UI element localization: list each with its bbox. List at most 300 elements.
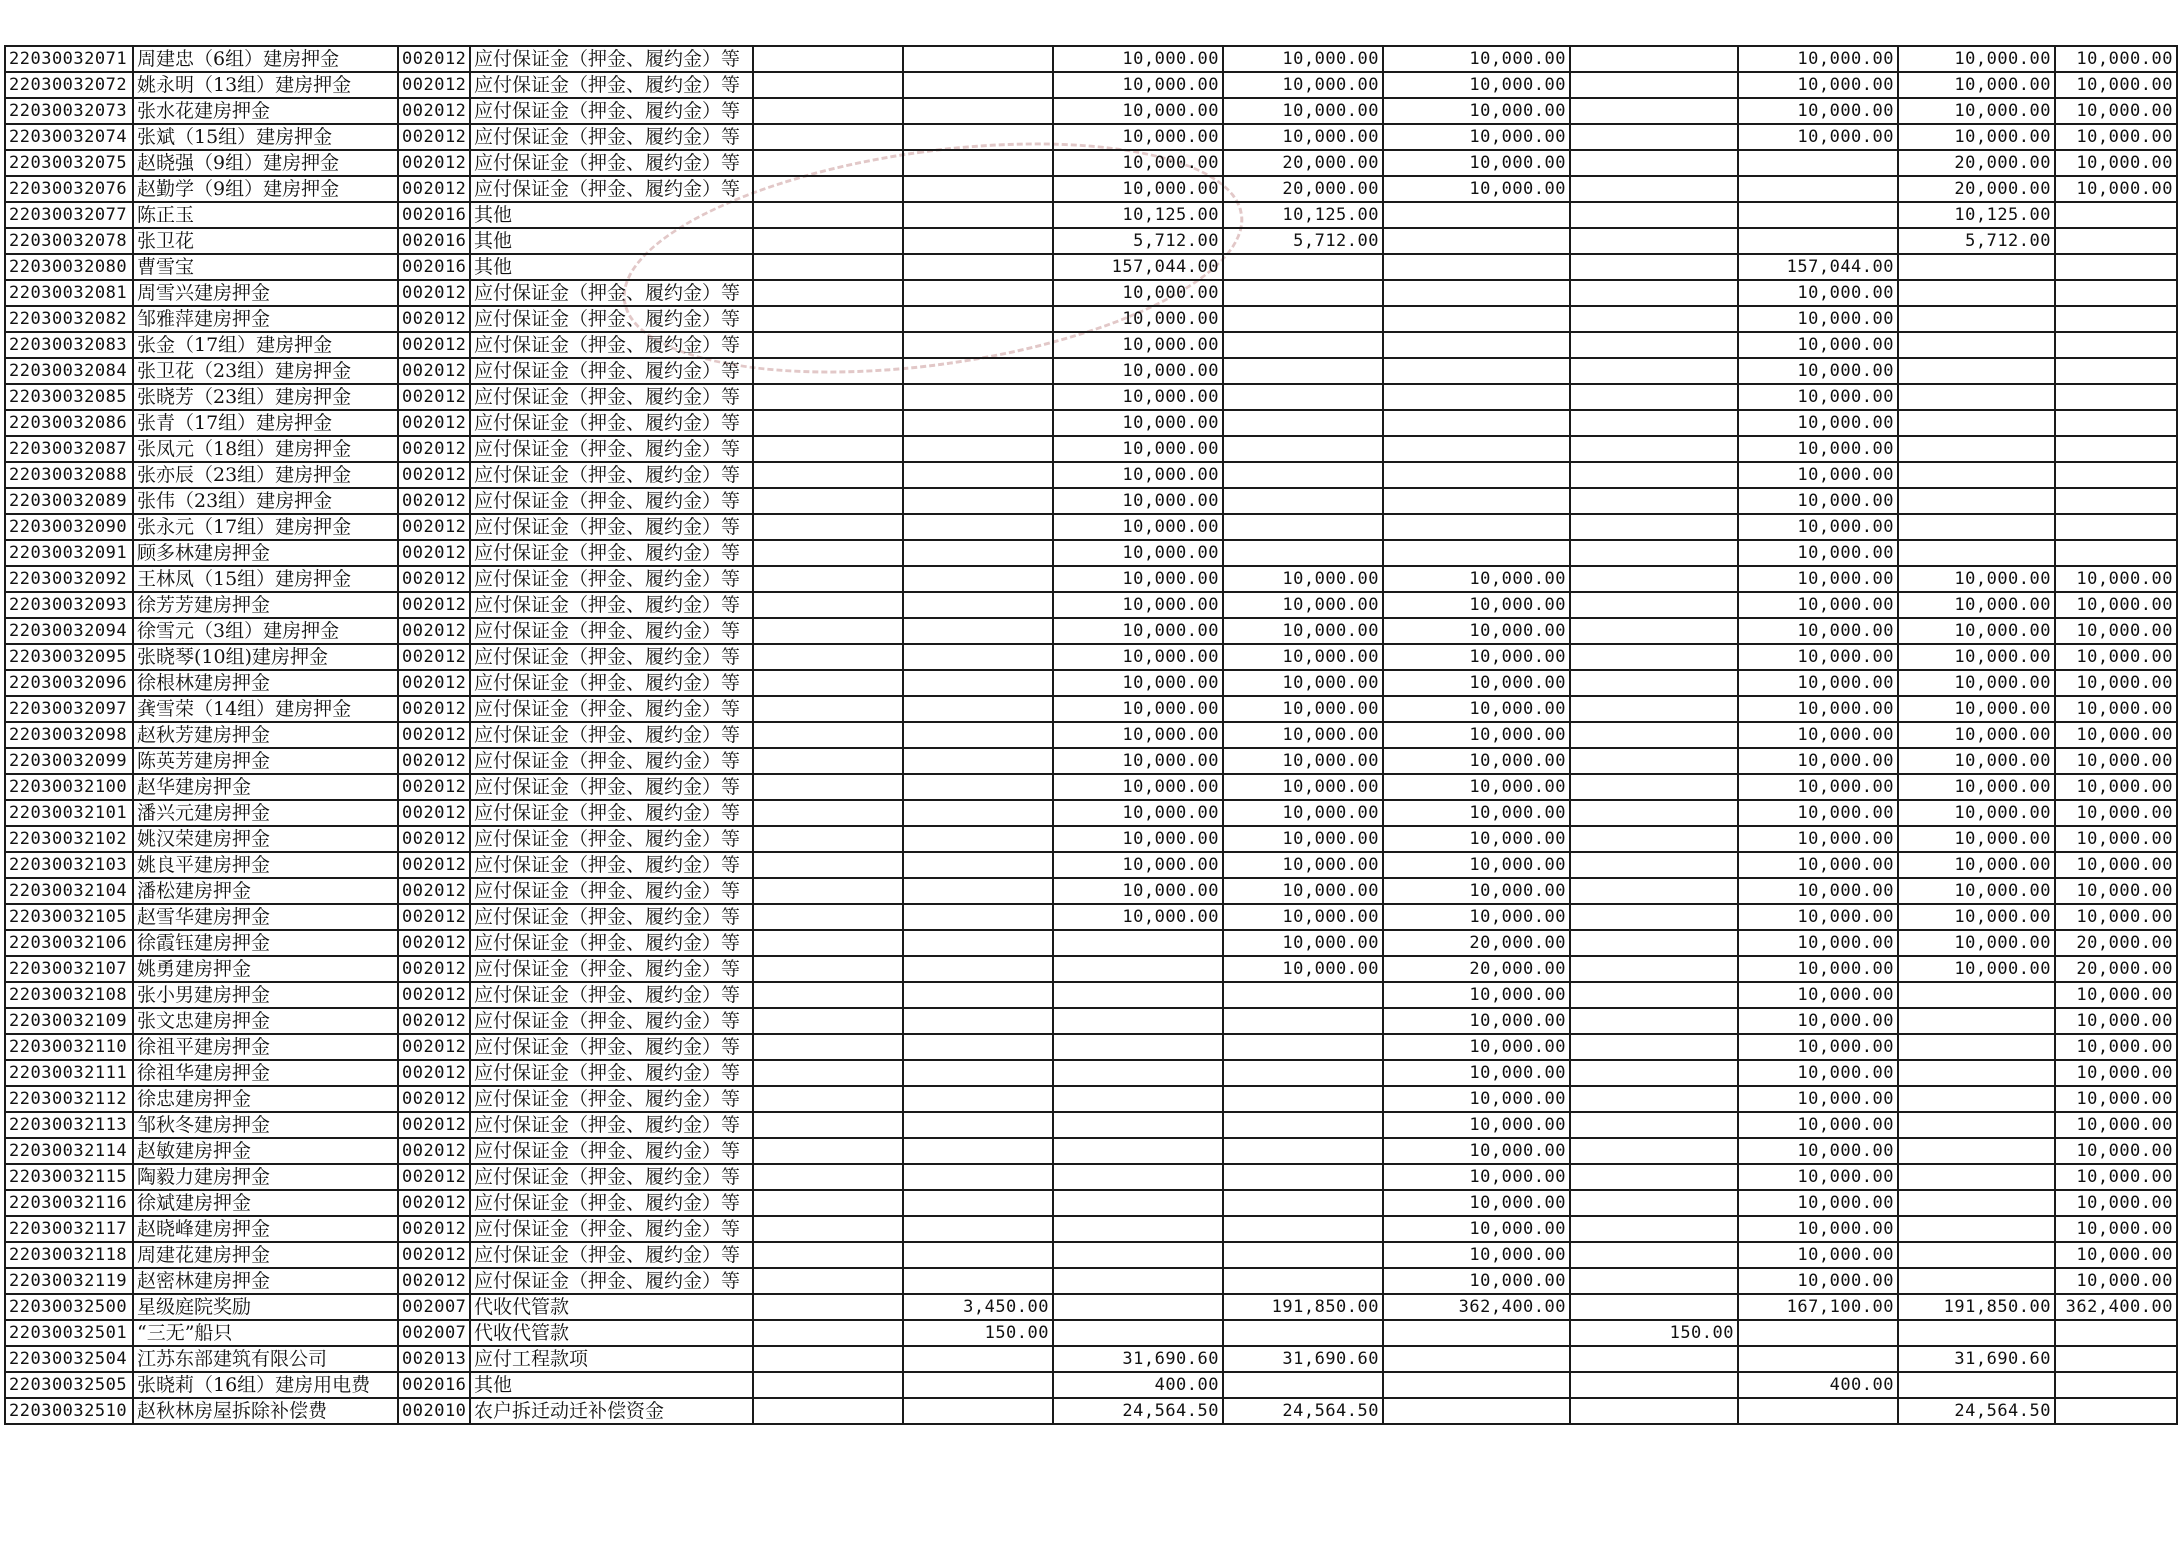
amount-col-7-cell (1898, 462, 2055, 488)
table-row (5, 722, 2177, 748)
amount-col-6-cell: 10,000.00 (1738, 670, 1898, 696)
table-row (5, 98, 2177, 124)
amount-col-3-cell (1223, 540, 1383, 566)
amount-col-6-cell: 10,000.00 (1738, 124, 1898, 150)
amount-col-3-cell: 31,690.60 (1223, 1346, 1383, 1372)
note-cell (753, 98, 903, 124)
note-cell (753, 1112, 903, 1138)
subject-category-cell: 应付保证金（押金、履约金）等 (470, 878, 753, 904)
amount-col-3-cell (1223, 462, 1383, 488)
amount-col-5-cell (1570, 722, 1738, 748)
note-cell (753, 332, 903, 358)
amount-col-4-cell (1383, 514, 1570, 540)
amount-col-1-cell (903, 202, 1053, 228)
account-name-cell: 姚勇建房押金 (133, 956, 398, 982)
amount-col-5-cell (1570, 1294, 1738, 1320)
amount-col-2-cell: 10,000.00 (1053, 46, 1223, 72)
table-row (5, 1190, 2177, 1216)
amount-col-7-cell: 10,000.00 (1898, 46, 2055, 72)
subject-code-cell: 002012 (398, 332, 470, 358)
account-name-cell: 赵晓强（9组）建房押金 (133, 150, 398, 176)
table-row (5, 774, 2177, 800)
amount-col-5-cell (1570, 384, 1738, 410)
amount-col-4-cell: 10,000.00 (1383, 150, 1570, 176)
account-name-cell: 姚汉荣建房押金 (133, 826, 398, 852)
amount-col-6-cell: 10,000.00 (1738, 800, 1898, 826)
account-code-cell: 22030032504 (5, 1346, 133, 1372)
amount-col-8-cell: 10,000.00 (2055, 1008, 2177, 1034)
amount-col-7-cell: 31,690.60 (1898, 1346, 2055, 1372)
table-row (5, 1216, 2177, 1242)
amount-col-7-cell: 10,000.00 (1898, 722, 2055, 748)
amount-col-3-cell (1223, 1008, 1383, 1034)
amount-col-6-cell: 10,000.00 (1738, 618, 1898, 644)
note-cell (753, 1268, 903, 1294)
amount-col-6-cell (1738, 1398, 1898, 1424)
account-code-cell: 22030032500 (5, 1294, 133, 1320)
amount-col-7-cell (1898, 1008, 2055, 1034)
amount-col-1-cell (903, 1008, 1053, 1034)
amount-col-7-cell: 10,000.00 (1898, 956, 2055, 982)
note-cell (753, 1034, 903, 1060)
account-name-cell: 潘兴元建房押金 (133, 800, 398, 826)
amount-col-8-cell (2055, 1372, 2177, 1398)
subject-code-cell: 002012 (398, 150, 470, 176)
amount-col-4-cell: 10,000.00 (1383, 176, 1570, 202)
account-name-cell: 邹雅萍建房押金 (133, 306, 398, 332)
note-cell (753, 150, 903, 176)
subject-category-cell: 代收代管款 (470, 1320, 753, 1346)
amount-col-8-cell: 10,000.00 (2055, 982, 2177, 1008)
amount-col-7-cell (1898, 280, 2055, 306)
subject-category-cell: 应付保证金（押金、履约金）等 (470, 1008, 753, 1034)
account-code-cell: 22030032112 (5, 1086, 133, 1112)
amount-col-2-cell (1053, 1294, 1223, 1320)
table-row (5, 1294, 2177, 1320)
amount-col-2-cell (1053, 1034, 1223, 1060)
amount-col-1-cell (903, 878, 1053, 904)
account-name-cell: 张伟（23组）建房押金 (133, 488, 398, 514)
amount-col-4-cell: 10,000.00 (1383, 98, 1570, 124)
amount-col-1-cell (903, 852, 1053, 878)
subject-category-cell: 农户拆迁动迁补偿资金 (470, 1398, 753, 1424)
amount-col-6-cell: 10,000.00 (1738, 566, 1898, 592)
amount-col-2-cell: 10,125.00 (1053, 202, 1223, 228)
account-name-cell: 周雪兴建房押金 (133, 280, 398, 306)
amount-col-8-cell: 10,000.00 (2055, 1112, 2177, 1138)
subject-category-cell: 应付保证金（押金、履约金）等 (470, 930, 753, 956)
amount-col-5-cell (1570, 982, 1738, 1008)
amount-col-7-cell: 10,000.00 (1898, 592, 2055, 618)
amount-col-2-cell: 10,000.00 (1053, 462, 1223, 488)
amount-col-6-cell (1738, 202, 1898, 228)
amount-col-1-cell (903, 540, 1053, 566)
account-name-cell: 赵雪华建房押金 (133, 904, 398, 930)
table-row (5, 384, 2177, 410)
amount-col-7-cell (1898, 254, 2055, 280)
amount-col-4-cell: 10,000.00 (1383, 826, 1570, 852)
subject-code-cell: 002012 (398, 930, 470, 956)
amount-col-7-cell: 5,712.00 (1898, 228, 2055, 254)
subject-category-cell: 应付保证金（押金、履约金）等 (470, 1242, 753, 1268)
amount-col-7-cell: 10,000.00 (1898, 800, 2055, 826)
amount-col-8-cell: 10,000.00 (2055, 1138, 2177, 1164)
subject-category-cell: 应付保证金（押金、履约金）等 (470, 1190, 753, 1216)
amount-col-4-cell: 10,000.00 (1383, 1138, 1570, 1164)
subject-code-cell: 002012 (398, 670, 470, 696)
amount-col-5-cell (1570, 748, 1738, 774)
amount-col-3-cell (1223, 514, 1383, 540)
amount-col-2-cell: 10,000.00 (1053, 358, 1223, 384)
amount-col-3-cell (1223, 1216, 1383, 1242)
subject-category-cell: 应付保证金（押金、履约金）等 (470, 280, 753, 306)
account-code-cell: 22030032080 (5, 254, 133, 280)
note-cell (753, 72, 903, 98)
amount-col-6-cell: 10,000.00 (1738, 852, 1898, 878)
amount-col-2-cell: 10,000.00 (1053, 488, 1223, 514)
subject-category-cell: 应付保证金（押金、履约金）等 (470, 826, 753, 852)
amount-col-5-cell (1570, 904, 1738, 930)
subject-code-cell: 002012 (398, 1008, 470, 1034)
subject-code-cell: 002012 (398, 384, 470, 410)
subject-category-cell: 应付保证金（押金、履约金）等 (470, 1112, 753, 1138)
amount-col-3-cell: 5,712.00 (1223, 228, 1383, 254)
amount-col-7-cell (1898, 384, 2055, 410)
amount-col-1-cell (903, 956, 1053, 982)
amount-col-6-cell: 10,000.00 (1738, 280, 1898, 306)
amount-col-7-cell: 191,850.00 (1898, 1294, 2055, 1320)
subject-code-cell: 002012 (398, 1138, 470, 1164)
amount-col-8-cell (2055, 202, 2177, 228)
amount-col-2-cell: 400.00 (1053, 1372, 1223, 1398)
amount-col-1-cell (903, 462, 1053, 488)
account-code-cell: 22030032103 (5, 852, 133, 878)
account-name-cell: 徐祖华建房押金 (133, 1060, 398, 1086)
amount-col-7-cell (1898, 488, 2055, 514)
account-code-cell: 22030032078 (5, 228, 133, 254)
subject-code-cell: 002012 (398, 124, 470, 150)
amount-col-3-cell: 10,000.00 (1223, 852, 1383, 878)
amount-col-5-cell (1570, 1216, 1738, 1242)
subject-category-cell: 应付保证金（押金、履约金）等 (470, 72, 753, 98)
note-cell (753, 1060, 903, 1086)
table-row (5, 1060, 2177, 1086)
note-cell (753, 1398, 903, 1424)
amount-col-3-cell (1223, 254, 1383, 280)
amount-col-5-cell (1570, 46, 1738, 72)
amount-col-3-cell: 10,000.00 (1223, 878, 1383, 904)
amount-col-6-cell: 10,000.00 (1738, 826, 1898, 852)
amount-col-5-cell (1570, 1086, 1738, 1112)
amount-col-5-cell (1570, 1268, 1738, 1294)
amount-col-8-cell: 10,000.00 (2055, 722, 2177, 748)
account-code-cell: 22030032097 (5, 696, 133, 722)
amount-col-1-cell (903, 592, 1053, 618)
note-cell (753, 410, 903, 436)
amount-col-1-cell (903, 1346, 1053, 1372)
amount-col-3-cell: 20,000.00 (1223, 150, 1383, 176)
amount-col-8-cell: 10,000.00 (2055, 98, 2177, 124)
subject-code-cell: 002012 (398, 1242, 470, 1268)
table-row (5, 1086, 2177, 1112)
account-name-cell: 张斌（15组）建房押金 (133, 124, 398, 150)
amount-col-5-cell (1570, 1060, 1738, 1086)
amount-col-7-cell: 10,000.00 (1898, 72, 2055, 98)
subject-category-cell: 应付保证金（押金、履约金）等 (470, 1268, 753, 1294)
amount-col-8-cell (2055, 228, 2177, 254)
subject-category-cell: 其他 (470, 1372, 753, 1398)
account-code-cell: 22030032076 (5, 176, 133, 202)
amount-col-3-cell: 10,125.00 (1223, 202, 1383, 228)
subject-code-cell: 002012 (398, 618, 470, 644)
amount-col-1-cell (903, 124, 1053, 150)
amount-col-8-cell: 10,000.00 (2055, 566, 2177, 592)
amount-col-7-cell (1898, 358, 2055, 384)
amount-col-3-cell (1223, 1372, 1383, 1398)
amount-col-6-cell: 10,000.00 (1738, 1086, 1898, 1112)
amount-col-6-cell: 400.00 (1738, 1372, 1898, 1398)
amount-col-8-cell: 10,000.00 (2055, 46, 2177, 72)
subject-category-cell: 应付保证金（押金、履约金）等 (470, 956, 753, 982)
account-name-cell: 周建忠（6组）建房押金 (133, 46, 398, 72)
amount-col-4-cell: 10,000.00 (1383, 904, 1570, 930)
note-cell (753, 540, 903, 566)
subject-category-cell: 应付保证金（押金、履约金）等 (470, 124, 753, 150)
amount-col-5-cell (1570, 1112, 1738, 1138)
amount-col-8-cell (2055, 358, 2177, 384)
amount-col-4-cell: 10,000.00 (1383, 1242, 1570, 1268)
subject-category-cell: 应付保证金（押金、履约金）等 (470, 800, 753, 826)
subject-category-cell: 应付保证金（押金、履约金）等 (470, 852, 753, 878)
note-cell (753, 436, 903, 462)
amount-col-6-cell: 10,000.00 (1738, 956, 1898, 982)
amount-col-8-cell (2055, 488, 2177, 514)
amount-col-2-cell (1053, 1164, 1223, 1190)
amount-col-8-cell: 10,000.00 (2055, 1242, 2177, 1268)
subject-category-cell: 应付保证金（押金、履约金）等 (470, 98, 753, 124)
subject-category-cell: 其他 (470, 202, 753, 228)
amount-col-2-cell: 10,000.00 (1053, 800, 1223, 826)
subject-code-cell: 002012 (398, 748, 470, 774)
amount-col-4-cell: 10,000.00 (1383, 644, 1570, 670)
amount-col-6-cell: 10,000.00 (1738, 1216, 1898, 1242)
note-cell (753, 488, 903, 514)
note-cell (753, 878, 903, 904)
account-code-cell: 22030032091 (5, 540, 133, 566)
amount-col-5-cell (1570, 254, 1738, 280)
table-row (5, 176, 2177, 202)
amount-col-3-cell: 10,000.00 (1223, 826, 1383, 852)
amount-col-4-cell (1383, 228, 1570, 254)
amount-col-2-cell (1053, 1268, 1223, 1294)
account-name-cell: 陶毅力建房押金 (133, 1164, 398, 1190)
amount-col-6-cell (1738, 1346, 1898, 1372)
table-row (5, 1398, 2177, 1424)
amount-col-4-cell: 10,000.00 (1383, 670, 1570, 696)
amount-col-4-cell: 10,000.00 (1383, 878, 1570, 904)
amount-col-2-cell: 10,000.00 (1053, 748, 1223, 774)
amount-col-6-cell: 10,000.00 (1738, 410, 1898, 436)
account-name-cell: 张金（17组）建房押金 (133, 332, 398, 358)
note-cell (753, 774, 903, 800)
amount-col-1-cell (903, 982, 1053, 1008)
amount-col-1-cell: 3,450.00 (903, 1294, 1053, 1320)
subject-code-cell: 002012 (398, 462, 470, 488)
amount-col-3-cell (1223, 280, 1383, 306)
table-row (5, 618, 2177, 644)
amount-col-1-cell (903, 254, 1053, 280)
amount-col-4-cell: 10,000.00 (1383, 1112, 1570, 1138)
amount-col-7-cell (1898, 410, 2055, 436)
amount-col-1-cell (903, 774, 1053, 800)
amount-col-5-cell (1570, 436, 1738, 462)
amount-col-7-cell (1898, 436, 2055, 462)
amount-col-5-cell (1570, 878, 1738, 904)
amount-col-1-cell: 150.00 (903, 1320, 1053, 1346)
amount-col-3-cell: 10,000.00 (1223, 722, 1383, 748)
account-code-cell: 22030032092 (5, 566, 133, 592)
subject-category-cell: 应付保证金（押金、履约金）等 (470, 462, 753, 488)
table-row (5, 800, 2177, 826)
note-cell (753, 930, 903, 956)
note-cell (753, 280, 903, 306)
amount-col-3-cell: 10,000.00 (1223, 670, 1383, 696)
amount-col-7-cell: 10,000.00 (1898, 618, 2055, 644)
account-code-cell: 22030032501 (5, 1320, 133, 1346)
amount-col-7-cell (1898, 1242, 2055, 1268)
subject-category-cell: 应付保证金（押金、履约金）等 (470, 1138, 753, 1164)
table-row (5, 1320, 2177, 1346)
subject-code-cell: 002012 (398, 410, 470, 436)
amount-col-2-cell (1053, 956, 1223, 982)
amount-col-5-cell (1570, 306, 1738, 332)
amount-col-4-cell: 10,000.00 (1383, 1268, 1570, 1294)
account-name-cell: 赵华建房押金 (133, 774, 398, 800)
table-row (5, 228, 2177, 254)
subject-code-cell: 002012 (398, 280, 470, 306)
amount-col-7-cell (1898, 982, 2055, 1008)
amount-col-3-cell: 10,000.00 (1223, 930, 1383, 956)
amount-col-5-cell (1570, 800, 1738, 826)
amount-col-2-cell (1053, 1060, 1223, 1086)
amount-col-3-cell: 10,000.00 (1223, 46, 1383, 72)
amount-col-5-cell (1570, 1164, 1738, 1190)
amount-col-8-cell (2055, 514, 2177, 540)
subject-category-cell: 其他 (470, 254, 753, 280)
amount-col-2-cell: 10,000.00 (1053, 826, 1223, 852)
account-code-cell: 22030032107 (5, 956, 133, 982)
amount-col-1-cell (903, 46, 1053, 72)
account-code-cell: 22030032077 (5, 202, 133, 228)
amount-col-2-cell: 10,000.00 (1053, 644, 1223, 670)
amount-col-5-cell (1570, 1138, 1738, 1164)
amount-col-3-cell: 10,000.00 (1223, 904, 1383, 930)
amount-col-2-cell: 5,712.00 (1053, 228, 1223, 254)
note-cell (753, 358, 903, 384)
amount-col-3-cell: 191,850.00 (1223, 1294, 1383, 1320)
amount-col-6-cell (1738, 228, 1898, 254)
amount-col-8-cell: 10,000.00 (2055, 1060, 2177, 1086)
amount-col-3-cell (1223, 436, 1383, 462)
account-name-cell: 张小男建房押金 (133, 982, 398, 1008)
amount-col-5-cell (1570, 514, 1738, 540)
amount-col-1-cell (903, 800, 1053, 826)
table-row (5, 566, 2177, 592)
account-code-cell: 22030032510 (5, 1398, 133, 1424)
account-code-cell: 22030032505 (5, 1372, 133, 1398)
subject-code-cell: 002012 (398, 774, 470, 800)
note-cell (753, 514, 903, 540)
subject-code-cell: 002012 (398, 1164, 470, 1190)
subject-code-cell: 002012 (398, 358, 470, 384)
amount-col-6-cell: 10,000.00 (1738, 1034, 1898, 1060)
table-row (5, 1164, 2177, 1190)
account-code-cell: 22030032088 (5, 462, 133, 488)
amount-col-7-cell (1898, 1060, 2055, 1086)
amount-col-4-cell: 10,000.00 (1383, 1008, 1570, 1034)
table-row (5, 1268, 2177, 1294)
ledger-table (4, 45, 2178, 1425)
subject-category-cell: 应付保证金（押金、履约金）等 (470, 150, 753, 176)
subject-category-cell: 应付保证金（押金、履约金）等 (470, 1060, 753, 1086)
amount-col-6-cell: 10,000.00 (1738, 358, 1898, 384)
amount-col-6-cell (1738, 150, 1898, 176)
note-cell (753, 384, 903, 410)
account-code-cell: 22030032100 (5, 774, 133, 800)
amount-col-5-cell (1570, 696, 1738, 722)
note-cell (753, 982, 903, 1008)
table-row (5, 670, 2177, 696)
amount-col-1-cell (903, 566, 1053, 592)
account-name-cell: 邹秋冬建房押金 (133, 1112, 398, 1138)
amount-col-5-cell (1570, 956, 1738, 982)
amount-col-3-cell (1223, 1112, 1383, 1138)
amount-col-5-cell (1570, 1034, 1738, 1060)
table-row (5, 358, 2177, 384)
note-cell (753, 852, 903, 878)
subject-code-cell: 002012 (398, 514, 470, 540)
amount-col-5-cell (1570, 670, 1738, 696)
account-name-cell: 周建花建房押金 (133, 1242, 398, 1268)
note-cell (753, 1242, 903, 1268)
amount-col-3-cell: 24,564.50 (1223, 1398, 1383, 1424)
amount-col-7-cell: 10,000.00 (1898, 904, 2055, 930)
account-name-cell: 王林凤（15组）建房押金 (133, 566, 398, 592)
subject-code-cell: 002012 (398, 566, 470, 592)
account-code-cell: 22030032105 (5, 904, 133, 930)
amount-col-1-cell (903, 696, 1053, 722)
amount-col-1-cell (903, 98, 1053, 124)
amount-col-7-cell (1898, 1320, 2055, 1346)
amount-col-7-cell (1898, 1190, 2055, 1216)
amount-col-2-cell: 10,000.00 (1053, 384, 1223, 410)
amount-col-2-cell (1053, 930, 1223, 956)
subject-category-cell: 应付保证金（押金、履约金）等 (470, 358, 753, 384)
amount-col-3-cell: 10,000.00 (1223, 592, 1383, 618)
amount-col-6-cell: 10,000.00 (1738, 540, 1898, 566)
amount-col-8-cell (2055, 280, 2177, 306)
amount-col-4-cell (1383, 358, 1570, 384)
subject-category-cell: 应付保证金（押金、履约金）等 (470, 1216, 753, 1242)
amount-col-1-cell (903, 1190, 1053, 1216)
account-name-cell: 赵秋芳建房押金 (133, 722, 398, 748)
note-cell (753, 1320, 903, 1346)
amount-col-6-cell: 10,000.00 (1738, 1008, 1898, 1034)
amount-col-1-cell (903, 436, 1053, 462)
table-row (5, 332, 2177, 358)
account-name-cell: 张青（17组）建房押金 (133, 410, 398, 436)
amount-col-7-cell: 10,125.00 (1898, 202, 2055, 228)
